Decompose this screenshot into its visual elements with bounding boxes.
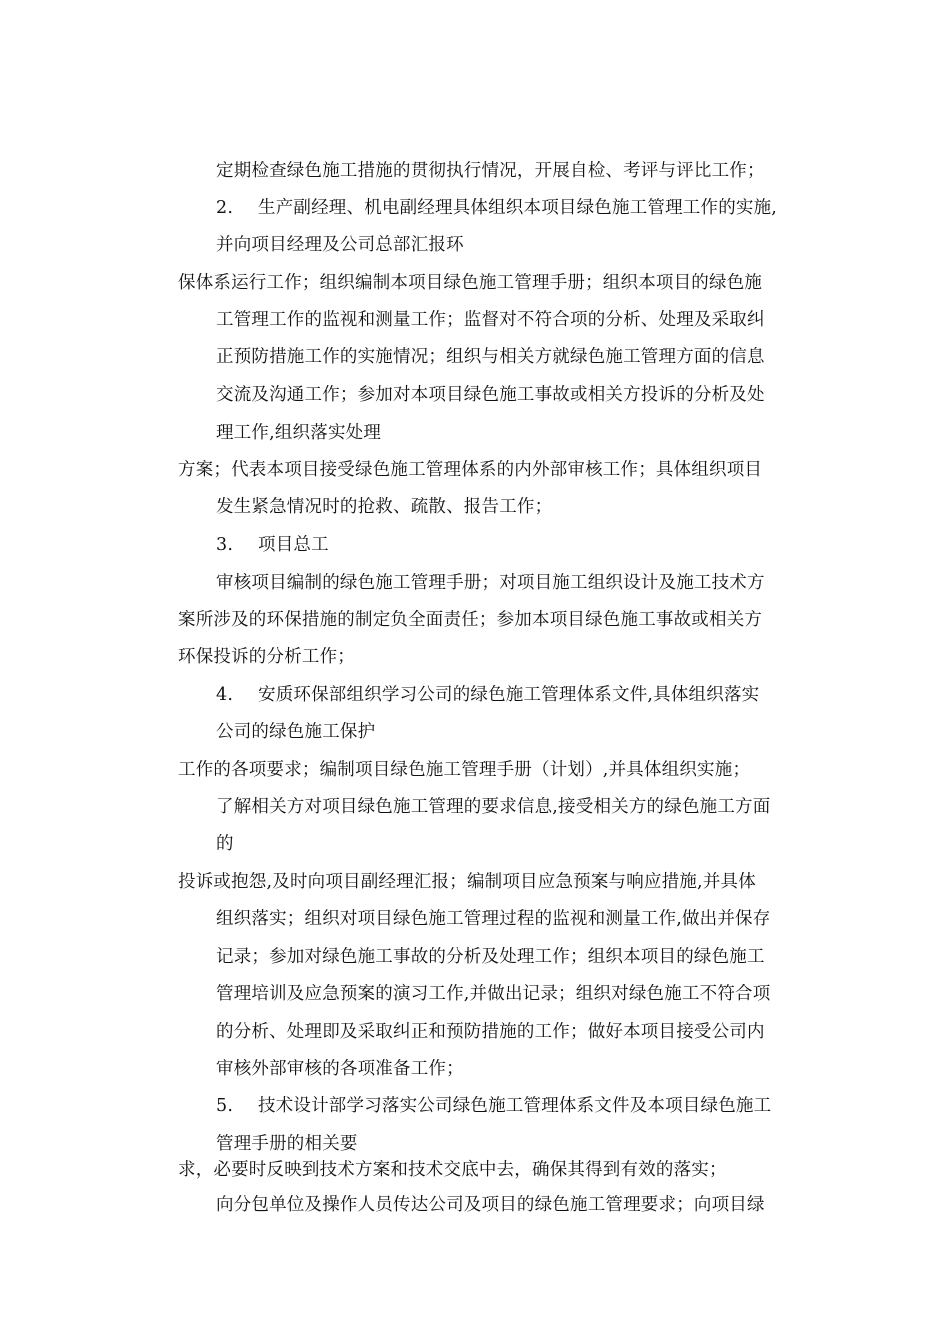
text-line: 管理培训及应急预案的演习工作,并做出记录；组织对绿色施工不符合项 [216, 984, 771, 1004]
text-line: 工作的各项要求；编制项目绿色施工管理手册（计划）,并具体组织实施； [178, 760, 751, 780]
text-line: 发生紧急情况时的抢救、疏散、报告工作； [216, 497, 553, 517]
text-line: 方案；代表本项目接受绿色施工管理体系的内外部审核工作；具体组织项目 [178, 460, 763, 480]
item-text: 项目总工 [258, 535, 329, 555]
text-line: 记录；参加对绿色施工事故的分析及处理工作；组织本项目的绿色施工 [216, 947, 765, 967]
text-line: 投诉或抱怨,及时向项目副经理汇报；编制项目应急预案与响应措施,并具体 [178, 872, 756, 892]
numbered-item-2 [216, 196, 777, 220]
text-line: 的 [216, 834, 234, 854]
numbered-item-5 [216, 1094, 771, 1118]
text-line: 交流及沟通工作；参加对本项目绿色施工事故或相关方投诉的分析及处 [216, 385, 765, 405]
text-line: 了解相关方对项目绿色施工管理的要求信息,接受相关方的绿色施工方面 [216, 797, 771, 817]
numbered-item-4 [216, 683, 759, 707]
text-line: 公司的绿色施工保护 [216, 722, 376, 742]
item-text: 技术设计部学习落实公司绿色施工管理体系文件及本项目绿色施工 [258, 1096, 772, 1116]
text-line: 求，必要时反映到技术方案和技术交底中去，确保其得到有效的落实； [178, 1160, 727, 1180]
text-line: 审核项目编制的绿色施工管理手册；对项目施工组织设计及施工技术方 [216, 573, 765, 593]
text-line: 案所涉及的环保措施的制定负全面责任；参加本项目绿色施工事故或相关方 [178, 610, 763, 630]
text-line: 理工作,组织落实处理 [216, 423, 382, 443]
item-number: 3. [216, 535, 234, 555]
text-line: 管理手册的相关要 [216, 1134, 358, 1154]
text-line: 向分包单位及操作人员传达公司及项目的绿色施工管理要求；向项目绿 [216, 1195, 765, 1215]
text-line: 定期检查绿色施工措施的贯彻执行情况，开展自检、考评与评比工作； [216, 161, 765, 181]
item-number: 5. [216, 1096, 234, 1116]
text-line: 保体系运行工作；组织编制本项目绿色施工管理手册；组织本项目的绿色施 [178, 273, 763, 293]
item-text: 安质环保部组织学习公司的绿色施工管理体系文件,具体组织落实 [258, 685, 760, 705]
text-line: 工管理工作的监视和测量工作；监督对不符合项的分析、处理及采取纠 [216, 310, 765, 330]
item-text: 生产副经理、机电副经理具体组织本项目绿色施工管理工作的实施, [258, 198, 778, 218]
numbered-item-3 [216, 533, 329, 557]
item-number: 2. [216, 198, 234, 218]
text-line: 的分析、处理即及采取纠正和预防措施的工作；做好本项目接受公司内 [216, 1022, 765, 1042]
text-line: 正预防措施工作的实施情况；组织与相关方就绿色施工管理方面的信息 [216, 347, 765, 367]
text-line: 并向项目经理及公司总部汇报环 [216, 235, 464, 255]
item-number: 4. [216, 685, 234, 705]
text-line: 审核外部审核的各项准备工作； [216, 1059, 464, 1079]
text-line: 组织落实；组织对项目绿色施工管理过程的监视和测量工作,做出并保存 [216, 909, 771, 929]
text-line: 环保投诉的分析工作； [178, 647, 355, 667]
